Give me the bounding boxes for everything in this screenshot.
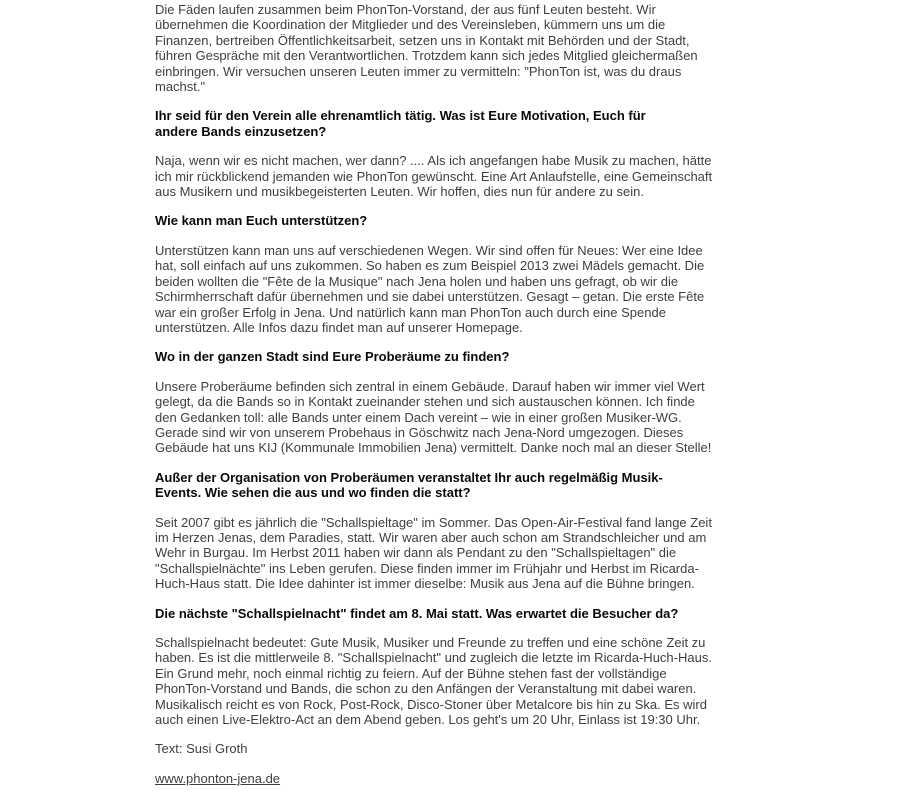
paragraph-proberaeume-answer: Unsere Proberäume befinden sich zentral in einem Gebäude. Darauf haben wir immer viel Wert gelegt, da die Bands so in Kontakt zueinander stehen und sich austauschen können. Ich finde den Gedanken toll: alle Bands unter einem Dach vereint – wie in einer großen Musiker-WG. Gerade sind wir von unserem Probehaus in Göschwitz nach Jena-Nord umgezogen. Dieses Gebäude hat uns KIJ (Kommunale Immobilien Jena) vermittelt. Danke noch mal an dieser Stelle!: [155, 378, 712, 456]
interview-article: [155, 2, 820, 786]
website-link[interactable]: www.phonton-jena.de: [155, 770, 281, 786]
paragraph-unterstuetzen-answer: Unterstützen kann man uns auf verschiedenen Wegen. Wir sind offen für Neues: Wer eine Idee hat, soll einfach auf uns zukommen. So haben es zum Beispiel 2013 zwei Mädels gemacht. Die beiden wollten die "Fête de la Musique" nach Jena holen und haben uns gefragt, ob wir die Schirmherrschaft dafür übernehmen und sie dabei unterstützen. Gesagt – getan. Die erste Fête war ein großer Erfolg in Jena. Und natürlich kann man PhonTon auch durch eine Spende unterstützen. Alle Infos dazu findet man auf unserer Homepage.: [155, 242, 705, 335]
website-link-row: [155, 771, 820, 786]
question-heading-motivation: Ihr seid für den Verein alle ehrenamtlich tätig. Was ist Eure Motivation, Euch für andere Bands einzusetzen?: [155, 108, 646, 139]
paragraph-musik-events-answer: Seit 2007 gibt es jährlich die "Schallspieltage" im Sommer. Das Open-Air-Festival fand lange Zeit im Herzen Jenas, dem Paradies, statt. Wir waren aber auch schon am Strandschleicher und am Wehr in Burgau. Im Herbst 2011 haben wir dann als Pendant zu den "Schallspieltagen" die "Schallspielnächte" ins Leben gerufen. Diese finden immer im Frühjahr und Herbst im Ricarda- Huch-Haus statt. Die Idee dahinter ist immer dieselbe: Musik aus Jena auf die Bühne bringen.: [155, 514, 712, 592]
question-heading-schallspielnacht: Die nächste "Schallspielnacht" findet am 8. Mai statt. Was erwartet die Besucher da?: [155, 605, 679, 621]
paragraph-schallspielnacht-answer: Schallspielnacht bedeutet: Gute Musik, Musiker und Freunde zu treffen und eine schöne Zeit zu haben. Es ist die mittlerweile 8. "Schallspielnacht" und zugleich die letzte im Ricarda-Huch-Haus. Ein Grund mehr, noch einmal richtig zu feiern. Auf der Bühne stehen fast der vollständige PhonTon-Vorstand und Bands, die schon zu den Anfängen der Veranstaltung mit dabei waren. Musikalisch reicht es von Rock, Post-Rock, Disco-Stoner über Metalcore bis hin zu Ska. Es wird auch einen Live-Elektro-Act an dem Abend geben. Los geht's um 20 Uhr, Einlass ist 19:30 Uhr.: [155, 635, 712, 728]
author-byline: Text: Susi Groth: [155, 741, 248, 757]
paragraph-motivation-answer: Naja, wenn wir es nicht machen, wer dann? .... Als ich angefangen habe Musik zu machen, hätte ich mir rückblickend jemanden wie PhonTon gewünscht. Eine Art Anlaufstelle, eine Gemeinschaft aus Musikern und musikbegeisterten Leuten. Wir hoffen, dies nun für andere zu sein.: [155, 153, 713, 200]
paragraph-vorstand-intro: Die Fäden laufen zusammen beim PhonTon-Vorstand, der aus fünf Leuten besteht. Wir übernehmen die Koordination der Mitglieder und des Vereinsleben, kümmern uns um die Finanzen, bertreiben Öffentlichkeitsarbeit, setzen uns in Kontakt mit Behörden und der Stadt, führen Gespräche mit den Verantwortlichen. Trotzdem kann sich jedes Mitglied gleichermaßen einbringen. Wir versuchen unseren Leuten immer zu vermitteln: "PhonTon ist, was du draus machst.": [155, 2, 698, 95]
question-heading-proberaeume: Wo in der ganzen Stadt sind Eure Proberäume zu finden?: [155, 349, 510, 365]
question-heading-musik-events: Außer der Organisation von Proberäumen veranstaltet Ihr auch regelmäßig Musik- Events. Wie sehen die aus und wo finden die statt?: [155, 469, 663, 501]
question-heading-unterstuetzen: Wie kann man Euch unterstützen?: [155, 213, 368, 229]
